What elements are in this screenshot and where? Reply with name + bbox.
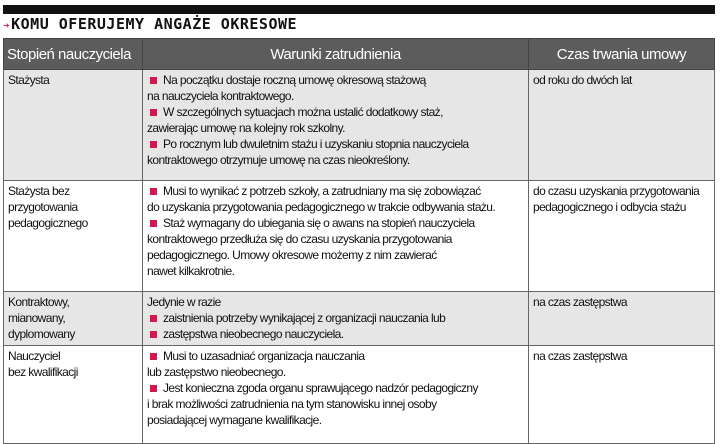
grade-cell xyxy=(4,181,143,292)
conditions-cell xyxy=(143,346,529,444)
grade-cell-line: pedagogicznego xyxy=(8,216,88,230)
condition-text: zastępstwa nieobecnego nauczyciela. xyxy=(163,327,344,341)
grade-cell-line: Stażysta xyxy=(8,73,50,87)
duration-cell xyxy=(529,346,715,444)
grade-cell-line: mianowany, xyxy=(8,311,66,325)
condition-text: Musi to wynikać z potrzeb szkoły, a zatrudniany ma się zobowiązać xyxy=(163,184,481,198)
duration-cell-line: do czasu uzyskania przygotowania xyxy=(533,184,700,198)
condition-text: W szczególnych sytuacjach można ustalić dodatkowy staż, xyxy=(163,105,443,119)
conditions-cell xyxy=(143,181,529,292)
grade-cell-line: bez kwalifikacji xyxy=(8,365,78,379)
bullet-square-icon xyxy=(150,331,157,338)
bullet-square-icon xyxy=(150,77,157,84)
condition-line xyxy=(147,104,524,120)
bullet-square-icon xyxy=(150,188,157,195)
condition-line xyxy=(147,310,524,326)
arrow-marker-icon: ➔ xyxy=(3,19,11,32)
condition-text: posiadającej wymagane kwalifikacje. xyxy=(147,413,322,427)
condition-line xyxy=(147,199,524,215)
page-title xyxy=(3,15,297,33)
condition-text: Musi to uzasadniać organizacja nauczania xyxy=(163,349,365,363)
header-grade: Stopień nauczyciela xyxy=(4,39,143,70)
condition-line xyxy=(147,247,524,263)
condition-line xyxy=(147,152,524,168)
duration-cell xyxy=(529,181,715,292)
condition-text: zawierając umowę na kolejny rok szkolny. xyxy=(147,121,345,135)
top-rule xyxy=(3,5,715,14)
condition-line xyxy=(147,72,524,88)
table-row xyxy=(4,346,715,444)
bullet-square-icon xyxy=(150,353,157,360)
condition-text: Jest konieczna zgoda organu sprawującego nadzór pedagogiczny xyxy=(163,381,478,395)
condition-line xyxy=(147,120,524,136)
condition-line xyxy=(147,215,524,231)
bullet-square-icon xyxy=(150,141,157,148)
condition-text: Po rocznym lub dwuletnim stażu i uzyskaniu stopnia nauczyciela xyxy=(163,137,469,151)
grade-cell xyxy=(4,292,143,346)
title-text: KOMU OFERUJEMY ANGAŻE OKRESOWE xyxy=(11,15,298,33)
condition-line xyxy=(147,88,524,104)
conditions-cell xyxy=(143,70,529,181)
duration-cell-line: od roku do dwóch lat xyxy=(533,73,632,87)
duration-cell-line: na czas zastępstwa xyxy=(533,349,627,363)
grade-cell-line: przygotowania xyxy=(8,200,78,214)
table-header-row xyxy=(4,39,715,70)
duration-cell xyxy=(529,70,715,181)
bullet-square-icon xyxy=(150,385,157,392)
condition-line xyxy=(147,183,524,199)
condition-line xyxy=(147,136,524,152)
bullet-square-icon xyxy=(150,109,157,116)
condition-text: na nauczyciela kontraktowego. xyxy=(147,89,294,103)
condition-line xyxy=(147,231,524,247)
duration-cell xyxy=(529,292,715,346)
condition-line xyxy=(147,380,524,396)
condition-text: kontraktowego przedłuża się do czasu uzyskania przygotowania xyxy=(147,232,452,246)
condition-line xyxy=(147,326,524,342)
conditions-cell xyxy=(143,292,529,346)
condition-text: Na początku dostaje roczną umowę okresową stażową xyxy=(163,73,426,87)
grade-cell-line: Kontraktowy, xyxy=(8,295,70,309)
header-duration: Czas trwania umowy xyxy=(529,39,715,70)
condition-text: nawet kilkakrotnie. xyxy=(147,264,235,278)
grade-cell-line: dyplomowany xyxy=(8,327,75,341)
condition-text: Jedynie w razie xyxy=(147,295,221,309)
bullet-square-icon xyxy=(150,315,157,322)
grade-cell-line: Stażysta bez xyxy=(8,184,70,198)
table-row xyxy=(4,292,715,346)
condition-line xyxy=(147,364,524,380)
condition-line xyxy=(147,348,524,364)
table-row xyxy=(4,70,715,181)
condition-text: i brak możliwości zatrudnienia na tym stanowisku innej osoby xyxy=(147,397,437,411)
condition-line xyxy=(147,396,524,412)
header-conditions: Warunki zatrudnienia xyxy=(143,39,529,70)
grade-cell xyxy=(4,346,143,444)
condition-text: kontraktowego otrzymuje umowę na czas nieokreślony. xyxy=(147,153,410,167)
bullet-square-icon xyxy=(150,220,157,227)
duration-cell-line: pedagogicznego i odbycia stażu xyxy=(533,200,686,214)
table-row xyxy=(4,181,715,292)
condition-line xyxy=(147,263,524,279)
condition-text: pedagogicznego. Umowy okresowe możemy z nim zawierać xyxy=(147,248,437,262)
condition-line xyxy=(147,412,524,428)
condition-text: lub zastępstwo nieobecnego. xyxy=(147,365,286,379)
condition-text: Staż wymagany do ubiegania się o awans na stopień nauczyciela xyxy=(163,216,475,230)
grade-cell-line: Nauczyciel xyxy=(8,349,61,363)
duration-cell-line: na czas zastępstwa xyxy=(533,295,627,309)
condition-text: do uzyskania przygotowania pedagogicznego w trakcie odbywania stażu. xyxy=(147,200,496,214)
condition-text: zaistnienia potrzeby wynikającej z organizacji nauczania lub xyxy=(163,311,446,325)
condition-line xyxy=(147,294,524,310)
contract-table xyxy=(3,38,715,444)
grade-cell xyxy=(4,70,143,181)
